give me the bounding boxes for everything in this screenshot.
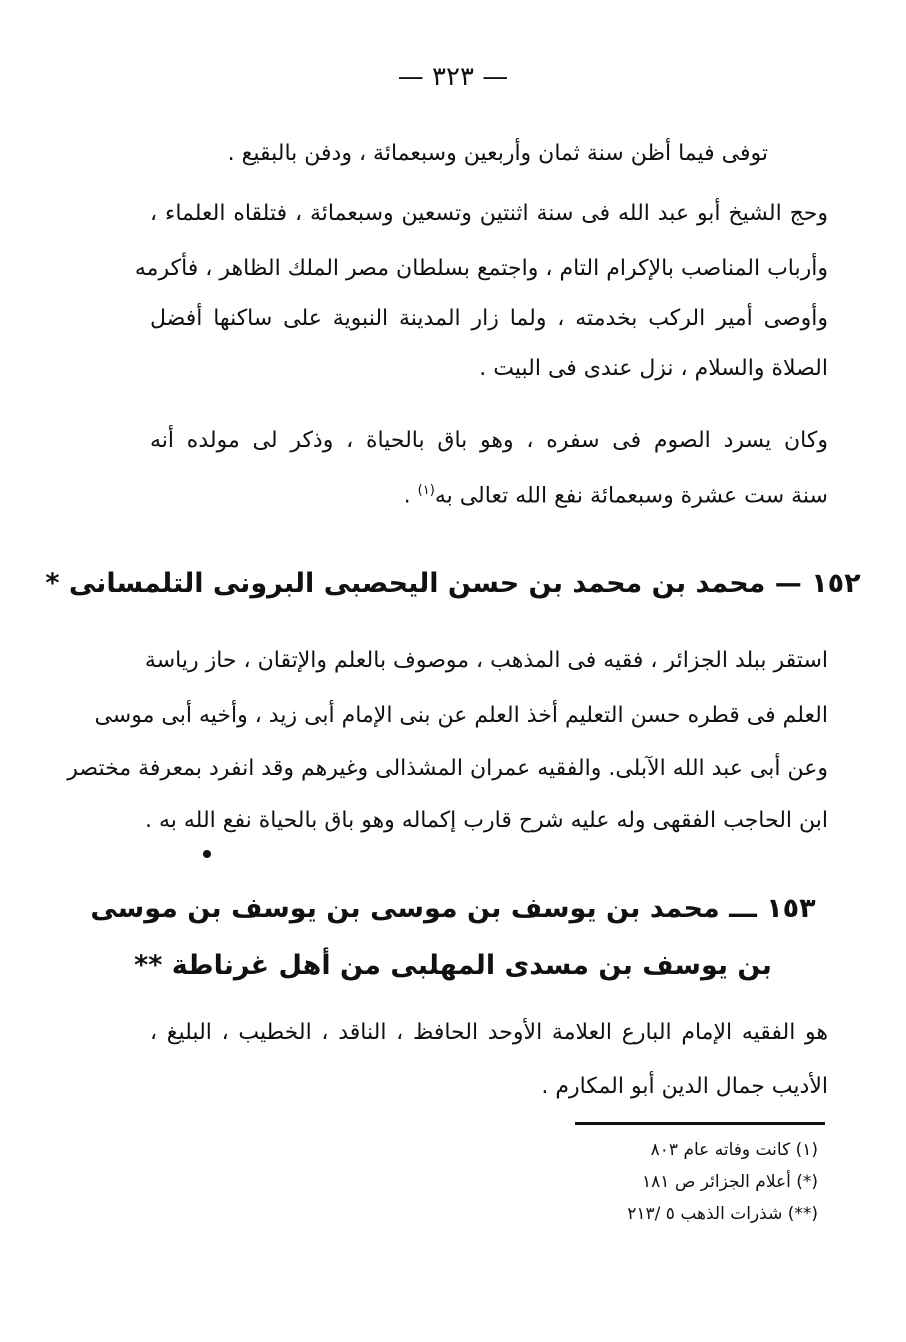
paragraph-5-line-2: الأديب جمال الدين أبو المكارم . bbox=[541, 1074, 828, 1099]
entry-heading-153-line-2: بن يوسف بن مسدى المهلبى من أهل غرناطة ** bbox=[134, 950, 772, 981]
footnote-ref-1: (١) bbox=[417, 483, 435, 498]
paragraph-3-line-2 bbox=[404, 484, 828, 507]
paragraph-4-line-1: استقر ببلد الجزائر ، فقيه فى المذهب ، موصوف بالعلم والإتقان ، حاز رياسة bbox=[144, 648, 828, 673]
page-number: — ٣٢٣ — bbox=[397, 62, 509, 92]
paragraph-2-line-1: وحج الشيخ أبو عبد الله فى سنة اثنتين وتسعين وسبعمائة ، فتلقاه العلماء ، bbox=[150, 201, 828, 226]
paragraph-4-line-4: ابن الحاجب الفقهى وله عليه شرح قارب إكماله وهو باق بالحياة نفع الله به . bbox=[144, 808, 828, 833]
paragraph-1-line-1: توفى فيما أظن سنة ثمان وأربعين وسبعمائة ، ودفن بالبقيع . bbox=[227, 141, 768, 166]
paragraph-3-line-1: وكان يسرد الصوم فى سفره ، وهو باق بالحياة ، وذكر لى مولده أنه bbox=[150, 428, 828, 453]
paragraph-4-line-3: وعن أبى عبد الله الآبلى. والفقيه عمران المشذالى وغيرهم وقد انفرد بمعرفة مختصر bbox=[67, 756, 828, 781]
period: . bbox=[403, 483, 418, 509]
paragraph-5-line-1: هو الفقيه الإمام البارع العلامة الأوحد الحافظ ، الناقد ، الخطيب ، البليغ ، bbox=[150, 1020, 828, 1045]
paragraph-2-line-2: وأرباب المناصب بالإكرام التام ، واجتمع بسلطان مصر الملك الظاهر ، فأكرمه bbox=[134, 256, 828, 281]
footnote-3: (**) شذرات الذهب ٥ /٢١٣ bbox=[627, 1204, 818, 1224]
footnote-1: (١) كانت وفاته عام ٨٠٣ bbox=[650, 1140, 818, 1160]
paragraph-2-line-3: وأوصى أمير الركب بخدمته ، ولما زار المدينة النبوية على ساكنها أفضل bbox=[150, 306, 828, 331]
ink-dot-mark bbox=[203, 850, 211, 858]
paragraph-3-line-2-text: سنة ست عشرة وسبعمائة نفع الله تعالى به bbox=[434, 483, 828, 509]
entry-heading-152: ١٥٢ — محمد بن محمد بن حسن اليحصبى البرونى التلمسانى * bbox=[45, 568, 861, 599]
footnote-2: (*) أعلام الجزائر ص ١٨١ bbox=[642, 1172, 818, 1192]
footnote-separator bbox=[575, 1122, 825, 1125]
paragraph-4-line-2: العلم فى قطره حسن التعليم أخذ العلم عن بنى الإمام أبى زيد ، وأخيه أبى موسى bbox=[94, 703, 828, 728]
entry-heading-153-line-1: ١٥٣ ـــ محمد بن يوسف بن موسى بن يوسف بن موسى bbox=[90, 893, 816, 924]
paragraph-2-line-4: الصلاة والسلام ، نزل عندى فى البيت . bbox=[479, 356, 828, 381]
